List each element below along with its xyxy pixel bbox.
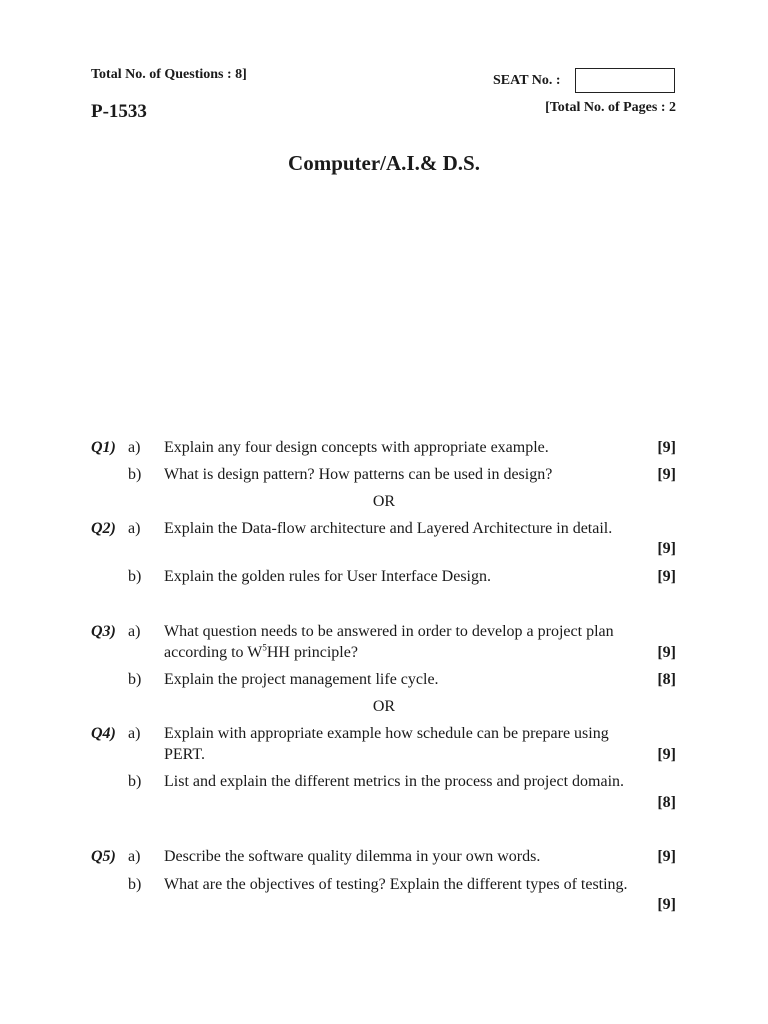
marks: [9]	[657, 644, 676, 661]
part-label: a)	[128, 848, 141, 865]
question-text: What question needs to be answered in order to develop a project plan	[164, 623, 614, 640]
question-text: List and explain the different metrics in the process and project domain.	[164, 773, 625, 790]
total-questions: Total No. of Questions : 8]	[91, 67, 247, 82]
question-number: Q1)	[91, 439, 116, 456]
question-number: Q3)	[91, 623, 116, 640]
marks: [9]	[657, 540, 676, 557]
part-label: a)	[128, 725, 141, 742]
marks: [9]	[657, 896, 676, 913]
text-fragment: according to W	[164, 644, 263, 661]
superscript: 5	[262, 642, 267, 653]
marks: [9]	[657, 746, 676, 763]
total-pages: [Total No. of Pages : 2	[545, 100, 676, 115]
part-label: b)	[128, 568, 142, 585]
part-label: a)	[128, 439, 141, 456]
paper-code: P-1533	[91, 101, 147, 122]
question-number: Q4)	[91, 725, 116, 742]
part-label: a)	[128, 520, 141, 537]
question-text-continued: PERT.	[164, 746, 205, 763]
part-label: b)	[128, 671, 142, 688]
seat-label: SEAT No. :	[493, 73, 561, 88]
marks: [9]	[657, 848, 676, 865]
marks: [9]	[657, 568, 676, 585]
part-label: b)	[128, 876, 142, 893]
question-text: Explain the golden rules for User Interface Design.	[164, 568, 491, 585]
marks: [9]	[657, 466, 676, 483]
seat-number-box[interactable]	[575, 68, 675, 93]
subject-title: Computer/A.I.& D.S.	[288, 151, 480, 175]
part-label: a)	[128, 623, 141, 640]
question-text: Explain the Data-flow architecture and Layered Architecture in detail.	[164, 520, 613, 537]
text-fragment: HH principle?	[266, 644, 358, 661]
part-label: b)	[128, 773, 142, 790]
question-text: What are the objectives of testing? Explain the different types of testing.	[164, 876, 628, 893]
marks: [9]	[657, 439, 676, 456]
question-text: What is design pattern? How patterns can be used in design?	[164, 466, 553, 483]
marks: [8]	[657, 671, 676, 688]
question-text: Explain the project management life cycle.	[164, 671, 439, 688]
marks: [8]	[657, 794, 676, 811]
question-number: Q5)	[91, 848, 116, 865]
question-text: Describe the software quality dilemma in your own words.	[164, 848, 541, 865]
question-number: Q2)	[91, 520, 116, 537]
question-text-continued	[164, 644, 358, 662]
part-label: b)	[128, 466, 142, 483]
or-divider: OR	[372, 698, 396, 715]
or-divider: OR	[372, 493, 396, 510]
question-text: Explain any four design concepts with appropriate example.	[164, 439, 549, 456]
question-text: Explain with appropriate example how schedule can be prepare using	[164, 725, 609, 742]
